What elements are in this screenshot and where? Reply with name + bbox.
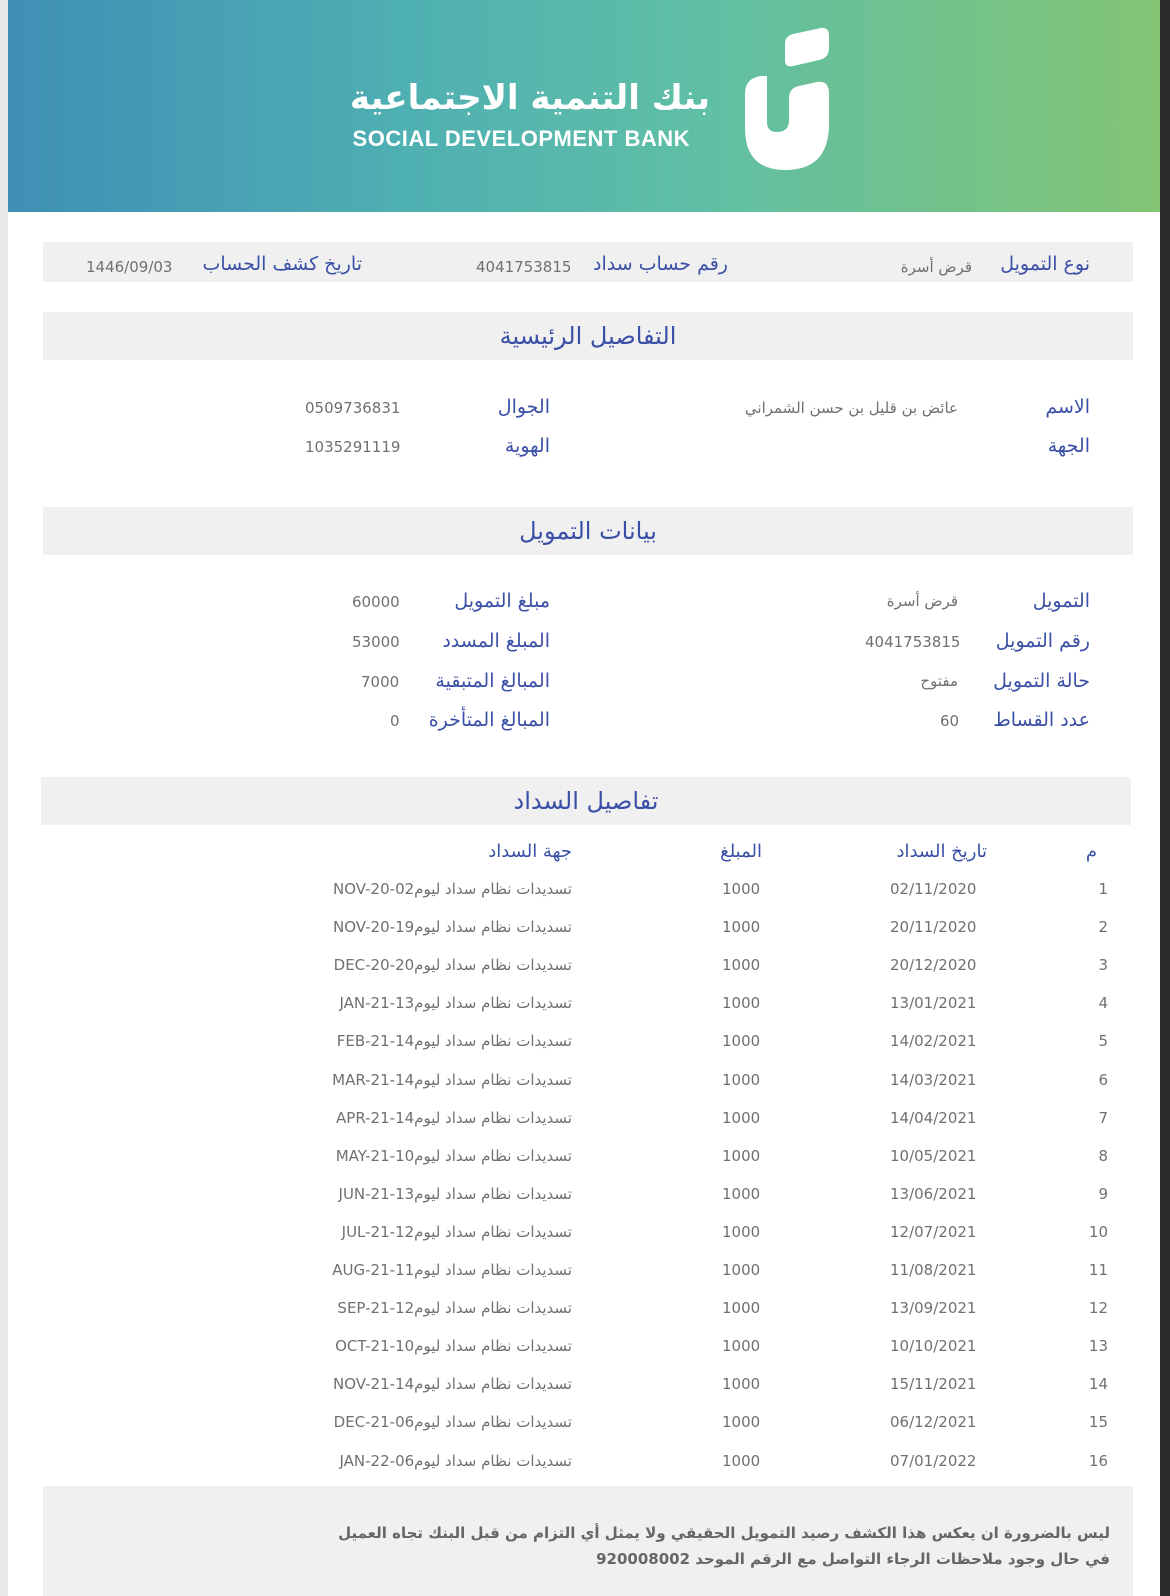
bank-name-english: SOCIAL DEVELOPMENT BANK <box>352 126 690 151</box>
remaining-amount-label: المبالغ المتبقية <box>435 670 550 692</box>
row-index: 5 <box>1098 1032 1108 1051</box>
row-amount: 1000 <box>722 1184 761 1203</box>
paid-amount-label: المبلغ المسدد <box>442 630 550 652</box>
mobile-label: الجوال <box>497 396 550 418</box>
row-date: 20/11/2020 <box>890 918 977 937</box>
table-row <box>0 1261 1170 1299</box>
row-amount: 1000 <box>722 1146 761 1165</box>
bank-header <box>8 0 1160 212</box>
finance-data-bar <box>43 507 1133 555</box>
table-row <box>0 1452 1170 1490</box>
row-amount: 1000 <box>722 1261 761 1279</box>
table-row <box>0 1337 1170 1375</box>
row-amount: 1000 <box>722 1032 761 1051</box>
overdue-amount-value: 0 <box>390 712 400 730</box>
main-details-bar <box>43 312 1133 360</box>
overdue-amount-label: المبالغ المتأخرة <box>428 709 550 731</box>
finance-amount-label: مبلغ التمويل <box>454 590 550 612</box>
row-date: 20/12/2020 <box>890 956 977 975</box>
row-index: 4 <box>1098 994 1108 1013</box>
table-row <box>0 956 1170 994</box>
table-row <box>0 1185 1170 1223</box>
row-date: 06/12/2021 <box>890 1413 977 1432</box>
row-index: 8 <box>1098 1146 1108 1165</box>
remaining-amount-value: 7000 <box>361 673 400 691</box>
row-amount: 1000 <box>722 1375 761 1394</box>
sdb-logo-icon <box>733 24 843 174</box>
table-row <box>0 880 1170 918</box>
account-label: رقم حساب سداد <box>593 253 728 275</box>
payments-bar <box>41 777 1131 825</box>
account-value: 4041753815 <box>476 258 572 276</box>
row-index: 11 <box>1088 1261 1108 1279</box>
table-row <box>0 1299 1170 1337</box>
table-row <box>0 1413 1170 1451</box>
row-date: 15/11/2021 <box>890 1375 977 1394</box>
row-index: 6 <box>1098 1070 1108 1089</box>
row-source: AUG-21-تسديدات نظام سداد ليوم11 <box>332 1261 572 1279</box>
main-details-title: التفاصيل الرئيسية <box>499 322 677 350</box>
row-source: NOV-20-تسديدات نظام سداد ليوم19 <box>333 918 572 937</box>
row-source: DEC-21-تسديدات نظام سداد ليوم06 <box>333 1413 572 1432</box>
finance-number-value: 4041753815 <box>865 633 961 651</box>
row-source: MAY-21-تسديدات نظام سداد ليوم10 <box>335 1146 572 1165</box>
statement-date-value: 1446/09/03 <box>86 258 173 276</box>
finance-type-value: قرض أسرة <box>900 258 972 276</box>
mobile-value: 0509736831 <box>305 399 401 417</box>
name-value: عائض بن قليل بن حسن الشمراني <box>744 399 958 417</box>
paid-amount-value: 53000 <box>352 633 400 651</box>
row-source: MAR-21-تسديدات نظام سداد ليوم14 <box>332 1070 572 1089</box>
table-row <box>0 1109 1170 1147</box>
row-index: 2 <box>1098 918 1108 937</box>
id-label: الهوية <box>504 435 550 457</box>
finance-label: التمويل <box>1032 590 1090 612</box>
row-amount: 1000 <box>722 1337 761 1356</box>
col-header-index: م <box>1085 841 1097 862</box>
row-source: JUN-21-تسديدات نظام سداد ليوم13 <box>338 1184 572 1203</box>
row-amount: 1000 <box>722 1299 761 1318</box>
row-source: OCT-21-تسديدات نظام سداد ليوم10 <box>335 1337 572 1356</box>
payments-title: تفاصيل السداد <box>513 787 659 815</box>
row-index: 13 <box>1088 1337 1108 1356</box>
finance-status-label: حالة التمويل <box>993 670 1090 692</box>
row-date: 11/08/2021 <box>890 1261 977 1279</box>
row-amount: 1000 <box>722 1222 761 1241</box>
table-row <box>0 1375 1170 1413</box>
row-date: 13/09/2021 <box>890 1299 977 1318</box>
row-date: 14/04/2021 <box>890 1108 977 1127</box>
installments-label: عدد القساط <box>993 709 1090 731</box>
row-date: 14/02/2021 <box>890 1032 977 1051</box>
row-index: 10 <box>1088 1222 1108 1241</box>
disclaimer-line-2: في حال وجود ملاحظات الرجاء التواصل مع الرقم الموحد 920008002 <box>596 1550 1110 1568</box>
row-index: 12 <box>1088 1299 1108 1318</box>
row-amount: 1000 <box>722 1070 761 1089</box>
row-amount: 1000 <box>722 1108 761 1127</box>
row-date: 14/03/2021 <box>890 1070 977 1089</box>
installments-value: 60 <box>940 712 960 730</box>
row-index: 7 <box>1098 1108 1108 1127</box>
row-amount: 1000 <box>722 1413 761 1432</box>
row-source: NOV-21-تسديدات نظام سداد ليوم14 <box>333 1375 572 1394</box>
id-value: 1035291119 <box>305 438 401 456</box>
table-row <box>0 1032 1170 1070</box>
row-amount: 1000 <box>722 918 761 937</box>
bank-name-arabic: بنك التنمية الاجتماعية <box>349 78 710 118</box>
row-amount: 1000 <box>722 956 761 975</box>
disclaimer-line-1: ليس بالضرورة ان يعكس هذا الكشف رصيد التمويل الحقيقي ولا يمثل أي التزام من قبل البنك تجاه العميل <box>338 1524 1110 1542</box>
row-source: JAN-22-تسديدات نظام سداد ليوم06 <box>339 1451 572 1470</box>
row-date: 10/10/2021 <box>890 1337 977 1356</box>
row-amount: 1000 <box>722 1451 761 1470</box>
row-index: 9 <box>1098 1184 1108 1203</box>
row-source: JAN-21-تسديدات نظام سداد ليوم13 <box>339 994 572 1013</box>
row-amount: 1000 <box>722 880 761 898</box>
entity-label: الجهة <box>1047 435 1090 457</box>
finance-amount-value: 60000 <box>352 593 400 611</box>
finance-number-label: رقم التمويل <box>995 630 1090 652</box>
finance-data-title: بيانات التمويل <box>519 517 657 545</box>
table-row <box>0 918 1170 956</box>
table-row <box>0 1147 1170 1185</box>
row-source: NOV-20-تسديدات نظام سداد ليوم02 <box>333 880 572 898</box>
col-header-amount: المبلغ <box>720 841 762 862</box>
row-index: 1 <box>1098 880 1108 898</box>
row-date: 12/07/2021 <box>890 1222 977 1241</box>
row-amount: 1000 <box>722 994 761 1013</box>
finance-status-value: مفتوح <box>920 672 958 690</box>
row-date: 13/01/2021 <box>890 994 977 1013</box>
row-source: FEB-21-تسديدات نظام سداد ليوم14 <box>336 1032 572 1051</box>
table-row <box>0 1071 1170 1109</box>
disclaimer-box <box>43 1486 1133 1596</box>
row-date: 02/11/2020 <box>890 880 977 898</box>
row-source: SEP-21-تسديدات نظام سداد ليوم12 <box>337 1299 572 1318</box>
name-label: الاسم <box>1045 396 1090 418</box>
row-source: JUL-21-تسديدات نظام سداد ليوم12 <box>341 1222 572 1241</box>
col-header-source: جهة السداد <box>488 841 572 862</box>
row-source: APR-21-تسديدات نظام سداد ليوم14 <box>336 1108 572 1127</box>
row-index: 3 <box>1098 956 1108 975</box>
row-index: 16 <box>1088 1451 1108 1470</box>
statement-date-label: تاريخ كشف الحساب <box>202 253 362 275</box>
row-date: 10/05/2021 <box>890 1146 977 1165</box>
row-date: 13/06/2021 <box>890 1184 977 1203</box>
table-row <box>0 994 1170 1032</box>
row-index: 14 <box>1088 1375 1108 1394</box>
col-header-date: تاريخ السداد <box>896 841 987 862</box>
finance-type-label: نوع التمويل <box>1000 253 1090 275</box>
row-index: 15 <box>1088 1413 1108 1432</box>
table-row <box>0 1223 1170 1261</box>
row-date: 07/01/2022 <box>890 1451 977 1470</box>
finance-value: قرض أسرة <box>886 592 958 610</box>
row-source: DEC-20-تسديدات نظام سداد ليوم20 <box>333 956 572 975</box>
